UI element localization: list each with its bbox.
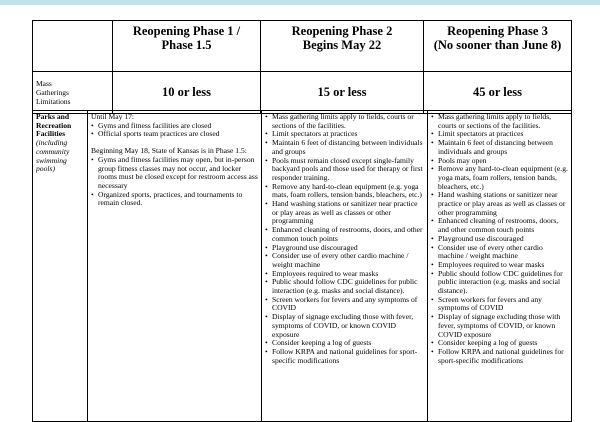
list-item: • Organized sports, practices, and tournaments to remain closed. (91, 191, 259, 208)
list-item: • Follow KRPA and national guidelines for sport-specific modifications (431, 348, 569, 365)
list-item: • Maintain 6 feet of distancing between individuals and groups (265, 139, 425, 156)
list-item: • Gyms and fitness facilities are closed (91, 122, 259, 131)
header-row (33, 21, 572, 72)
phase3-header-line2: (No sooner than June 8) (433, 38, 562, 52)
phase2-list (265, 113, 425, 365)
phase1-list-a (91, 122, 259, 139)
parks-row-label (33, 111, 88, 422)
phase1-intro: Until May 17: (91, 112, 135, 121)
parks-title-line2: Recreation (36, 120, 72, 130)
list-item: • Public should follow CDC guidelines for public interaction (e.g. masks and social distance). (265, 278, 425, 295)
phase2-header-line2: Begins May 22 (302, 38, 382, 52)
phase1-header (113, 21, 261, 72)
list-item: • Consider use of every other cardio machine / weight machine (265, 252, 425, 269)
list-item: • Maintain 6 feet of distancing between individuals and groups (431, 139, 569, 156)
parks-subtitle-line1: (including (36, 138, 68, 148)
phase3-header-line1: Reopening Phase 3 (447, 24, 548, 38)
mass-gatherings-label-line1: Mass (36, 79, 52, 88)
list-item: • Playground use discouraged (431, 235, 569, 244)
list-item: • Follow KRPA and national guidelines for sport-specific modifications (265, 348, 425, 365)
top-accent-bar (0, 0, 600, 5)
phase1-header-line1: Reopening Phase 1 / (132, 24, 241, 38)
list-item: • Remove any hard-to-clean equipment (e.g. yoga mats, foam rollers, tension bands, bleachers, etc.) (265, 183, 425, 200)
phase3-list (431, 113, 569, 365)
list-item: • Consider keeping a log of guests (431, 339, 569, 348)
parks-title-line1: Parks and (36, 112, 70, 121)
list-item: • Limit spectators at practices (265, 130, 425, 139)
list-item: • Public should follow CDC guidelines for public interaction (e.g. masks and social distance). (431, 270, 569, 296)
header-corner-cell (33, 21, 113, 72)
parks-subtitle-line2: community (36, 146, 70, 156)
list-item: • Remove any hard-to-clean equipment (e.g. yoga mats, foam rollers, tension bands, bleachers, etc.) (431, 165, 569, 191)
list-item: • Mass gathering limits apply to fields, courts or sections of the facilities. (265, 113, 425, 130)
phase2-gathering-limit: 15 or less (261, 72, 424, 114)
list-item: • Pools must remain closed except single-family backyard pools and those used for therapy or first responder training. (265, 157, 425, 183)
list-item: • Mass gathering limits apply to fields, courts or sections of the facilities. (431, 113, 569, 130)
phase1-parks-cell (88, 111, 262, 422)
phase2-header-line1: Reopening Phase 2 (291, 24, 393, 38)
parks-recreation-table (32, 110, 572, 422)
list-item: • Official sports team practices are closed (91, 130, 259, 139)
mass-gatherings-label-line2: Gatherings (36, 88, 69, 97)
list-item: • Enhanced cleaning of restrooms, doors, and other common touch points (431, 217, 569, 234)
list-item: • Hand washing stations or sanitizer near practice or play areas as well as classes or other programming (431, 191, 569, 217)
parks-subtitle-line3: swimming (36, 155, 67, 165)
parks-subtitle-line4: pools) (36, 164, 55, 174)
list-item: • Limit spectators at practices (431, 130, 569, 139)
mass-gatherings-row (33, 72, 572, 114)
list-item: • Display of signage excluding those with fever, symptoms of COVID, or known COVID exposure (265, 313, 425, 339)
phase1-list-b (91, 156, 259, 208)
phase3-header (424, 21, 572, 72)
list-item: • Hand washing stations or sanitizer near practice or play areas as well as classes or other programming (265, 200, 425, 226)
phase1-intro-2: Beginning May 18, State of Kansas is in Phase 1.5: (91, 146, 247, 156)
phase3-gathering-limit: 45 or less (424, 72, 572, 114)
phases-header-table (32, 20, 572, 114)
parks-row (33, 111, 572, 422)
list-item: • Playground use discouraged (265, 244, 425, 253)
mass-gatherings-label (33, 72, 113, 114)
list-item: • Pools may open (431, 157, 569, 166)
phase2-parks-cell (262, 111, 428, 422)
mass-gatherings-label-line3: Limitations (36, 97, 71, 106)
phase1-header-line2: Phase 1.5 (161, 38, 212, 52)
list-item: • Screen workers for fevers and any symptoms of COVID (431, 296, 569, 313)
list-item: • Enhanced cleaning of restrooms, doors, and other common touch points (265, 226, 425, 243)
list-item: • Consider use of every other cardio machine / weight machine (431, 244, 569, 261)
parks-title-line3: Facilities (36, 129, 66, 139)
phase1-gathering-limit: 10 or less (113, 72, 261, 114)
list-item: • Employees required to wear masks (431, 261, 569, 270)
list-item: • Screen workers for fevers and any symptoms of COVID (265, 296, 425, 313)
list-item: • Employees required to wear masks (265, 270, 425, 279)
phase2-header (261, 21, 424, 72)
phase3-parks-cell (428, 111, 572, 422)
list-item: • Display of signage excluding those with fever, symptoms of COVID, or known COVID exposure (431, 313, 569, 339)
list-item: • Gyms and fitness facilities may open, but in-person group fitness classes may not occur, and locker rooms must be closed except for restroom access ass necessary (91, 156, 259, 191)
list-item: • Consider keeping a log of guests (265, 339, 425, 348)
